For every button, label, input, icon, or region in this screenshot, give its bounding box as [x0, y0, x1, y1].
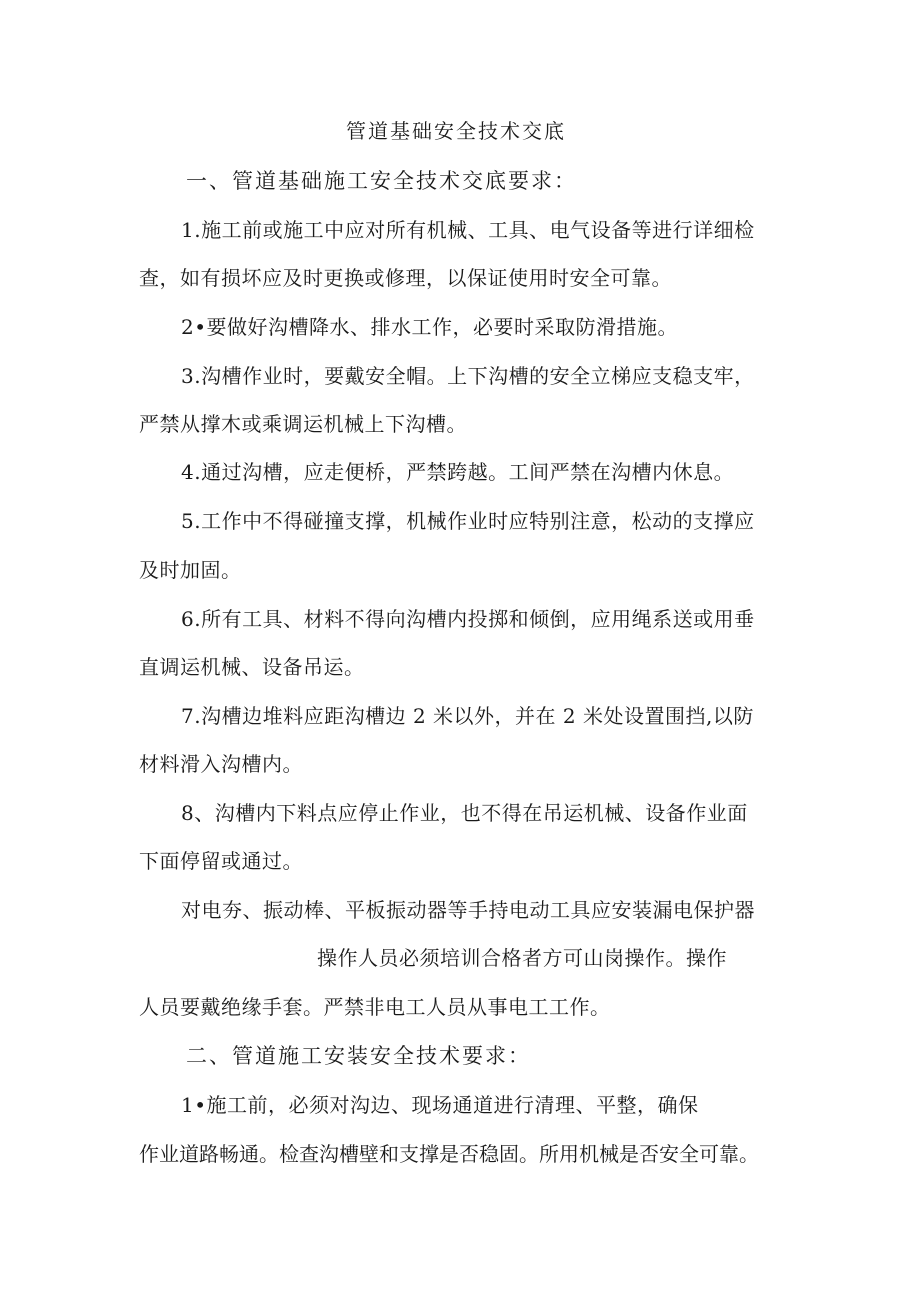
paragraph-line: 4.通过沟槽，应走便桥，严禁跨越。工间严禁在沟槽内休息。	[181, 460, 735, 484]
paragraph-line: 1.施工前或施工中应对所有机械、工具、电气设备等进行详细检	[181, 218, 755, 242]
paragraph-line: 7.沟槽边堆料应距沟槽边 2 米以外，并在 2 米处设置围挡,以防	[181, 704, 754, 728]
paragraph-line: 人员要戴绝缘手套。严禁非电工人员从事电工工作。	[139, 995, 611, 1019]
paragraph-line: 6.所有工具、材料不得向沟槽内投掷和倾倒，应用绳系送或用垂	[181, 607, 755, 631]
paragraph-line: 1•施工前，必须对沟边、现场通道进行清理、平整，确保	[181, 1093, 699, 1117]
paragraph-line: 对电夯、振动棒、平板振动器等手持电动工具应安装漏电保护器	[181, 898, 755, 922]
section-heading-1: 一、管道基础施工安全技术交底要求：	[186, 169, 577, 193]
paragraph-line: 查，如有损坏应及时更换或修理，以保证使用时安全可靠。	[139, 266, 672, 290]
paragraph-line: 3.沟槽作业时，要戴安全帽。上下沟槽的安全立梯应支稳支牢，	[181, 364, 755, 388]
paragraph-line: 2•要做好沟槽降水、排水工作，必要时采取防滑措施。	[181, 315, 679, 339]
paragraph-line: 8、沟槽内下料点应停止作业，也不得在吊运机械、设备作业面	[181, 801, 748, 825]
paragraph-line: 操作人员必须培训合格者方可山岗操作。操作	[317, 946, 727, 970]
paragraph-line: 严禁从撑木或乘调运机械上下沟槽。	[139, 412, 467, 436]
paragraph-line: 材料滑入沟槽内。	[139, 752, 303, 776]
section-heading-2: 二、管道施工安装安全技术要求：	[186, 1044, 531, 1068]
paragraph-line: 直调运机械、设备吊运。	[139, 655, 365, 679]
paragraph-line: 下面停留或通过。	[139, 849, 303, 873]
paragraph-line: 5.工作中不得碰撞支撑，机械作业时应特别注意，松动的支撑应	[181, 509, 755, 533]
document-title: 管道基础安全技术交底	[346, 119, 566, 143]
paragraph-line: 作业道路畅通。检查沟槽壁和支撑是否稳固。所用机械是否安全可靠。	[139, 1142, 759, 1166]
paragraph-line: 及时加固。	[139, 558, 242, 582]
